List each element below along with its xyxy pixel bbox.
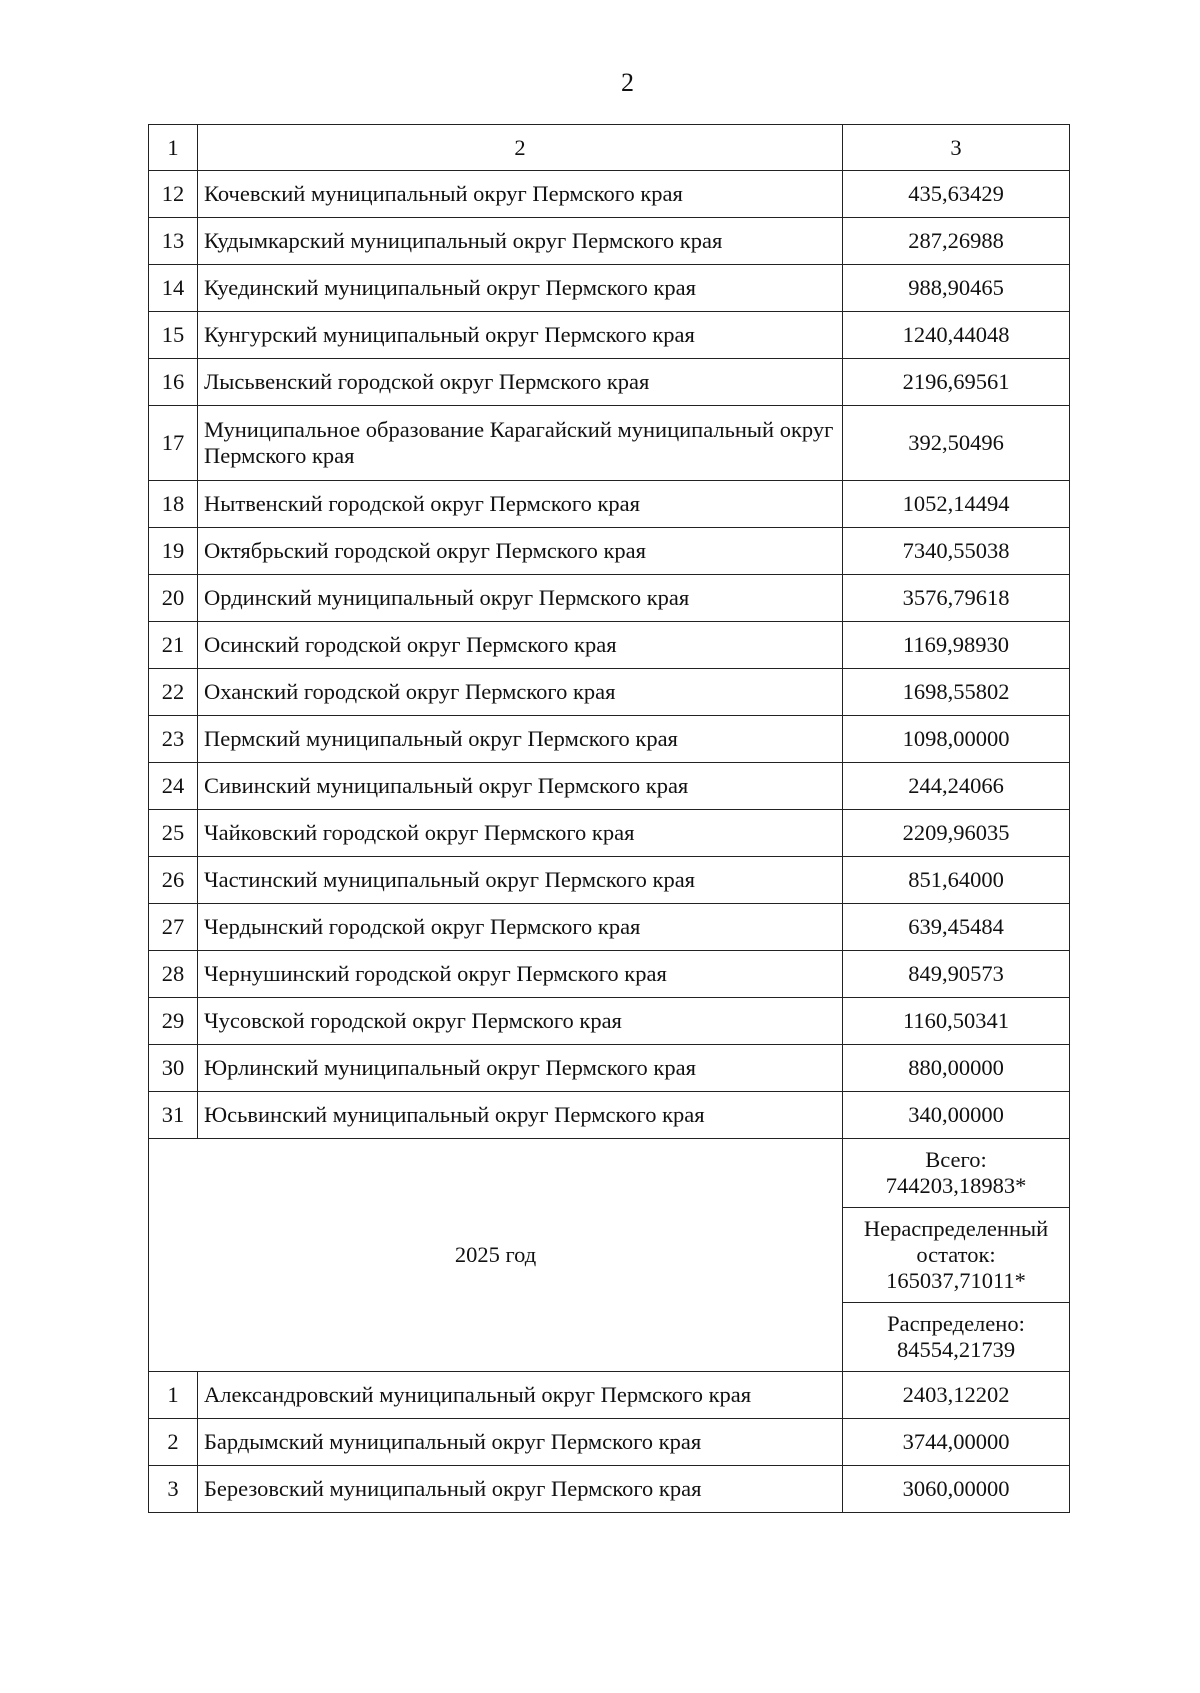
year-label: 2025 год — [149, 1139, 843, 1372]
municipality-name: Кудымкарский муниципальный округ Пермского края — [198, 218, 843, 265]
row-number: 15 — [149, 312, 198, 359]
table-row — [149, 1466, 1070, 1513]
amount-value: 639,45484 — [843, 904, 1070, 951]
amount-value: 2196,69561 — [843, 359, 1070, 406]
row-number: 20 — [149, 575, 198, 622]
table-row — [149, 406, 1070, 481]
row-number: 19 — [149, 528, 198, 575]
table-row — [149, 904, 1070, 951]
header-col-3: 3 — [843, 125, 1070, 171]
amount-value: 2403,12202 — [843, 1372, 1070, 1419]
amount-value: 340,00000 — [843, 1092, 1070, 1139]
table-row — [149, 998, 1070, 1045]
municipality-name: Частинский муниципальный округ Пермского края — [198, 857, 843, 904]
undistributed-value: 165037,71011* — [886, 1268, 1026, 1293]
distributed-cell — [843, 1303, 1070, 1372]
municipality-name: Чайковский городской округ Пермского края — [198, 810, 843, 857]
amount-value: 880,00000 — [843, 1045, 1070, 1092]
row-number: 17 — [149, 406, 198, 481]
header-col-1: 1 — [149, 125, 198, 171]
allocation-table — [148, 124, 1070, 1513]
row-number: 1 — [149, 1372, 198, 1419]
distributed-label: Распределено: — [887, 1311, 1025, 1336]
row-number: 27 — [149, 904, 198, 951]
distributed-value: 84554,21739 — [896, 1337, 1016, 1362]
table-row — [149, 171, 1070, 218]
table-header-row — [149, 125, 1070, 171]
table-row — [149, 481, 1070, 528]
table-row — [149, 218, 1070, 265]
municipality-name: Ординский муниципальный округ Пермского края — [198, 575, 843, 622]
municipality-name: Куединский муниципальный округ Пермского края — [198, 265, 843, 312]
row-number: 31 — [149, 1092, 198, 1139]
total-cell — [843, 1139, 1070, 1208]
undistributed-label: Нераспределенный остаток: — [863, 1216, 1049, 1267]
municipality-name: Кочевский муниципальный округ Пермского края — [198, 171, 843, 218]
municipality-name: Кунгурский муниципальный округ Пермского края — [198, 312, 843, 359]
municipality-name: Бардымский муниципальный округ Пермского края — [198, 1419, 843, 1466]
table-row — [149, 265, 1070, 312]
page-number: 2 — [621, 68, 634, 97]
row-number: 12 — [149, 171, 198, 218]
row-number: 30 — [149, 1045, 198, 1092]
row-number: 26 — [149, 857, 198, 904]
municipality-name: Александровский муниципальный округ Пермского края — [198, 1372, 843, 1419]
amount-value: 3060,00000 — [843, 1466, 1070, 1513]
amount-value: 1160,50341 — [843, 998, 1070, 1045]
year-summary-row — [149, 1139, 1070, 1208]
table-row — [149, 622, 1070, 669]
table-row — [149, 575, 1070, 622]
municipality-name: Нытвенский городской округ Пермского края — [198, 481, 843, 528]
municipality-name: Юсьвинский муниципальный округ Пермского края — [198, 1092, 843, 1139]
table-row — [149, 1092, 1070, 1139]
header-col-2: 2 — [198, 125, 843, 171]
amount-value: 1698,55802 — [843, 669, 1070, 716]
table-row — [149, 763, 1070, 810]
municipality-name: Юрлинский муниципальный округ Пермского края — [198, 1045, 843, 1092]
table-row — [149, 669, 1070, 716]
total-value: 744203,18983* — [885, 1173, 1027, 1198]
municipality-name: Сивинский муниципальный округ Пермского края — [198, 763, 843, 810]
table-row — [149, 359, 1070, 406]
table-row — [149, 312, 1070, 359]
table-row — [149, 810, 1070, 857]
row-number: 2 — [149, 1419, 198, 1466]
amount-value: 392,50496 — [843, 406, 1070, 481]
municipality-name: Чернушинский городской округ Пермского края — [198, 951, 843, 998]
row-number: 18 — [149, 481, 198, 528]
municipality-name: Чусовской городской округ Пермского края — [198, 998, 843, 1045]
row-number: 16 — [149, 359, 198, 406]
row-number: 28 — [149, 951, 198, 998]
municipality-name: Оханский городской округ Пермского края — [198, 669, 843, 716]
amount-value: 7340,55038 — [843, 528, 1070, 575]
row-number: 29 — [149, 998, 198, 1045]
table-row — [149, 857, 1070, 904]
amount-value: 988,90465 — [843, 265, 1070, 312]
municipality-name: Октябрьский городской округ Пермского края — [198, 528, 843, 575]
amount-value: 851,64000 — [843, 857, 1070, 904]
amount-value: 1169,98930 — [843, 622, 1070, 669]
municipality-name: Чердынский городской округ Пермского края — [198, 904, 843, 951]
amount-value: 244,24066 — [843, 763, 1070, 810]
row-number: 24 — [149, 763, 198, 810]
row-number: 21 — [149, 622, 198, 669]
municipality-name: Пермский муниципальный округ Пермского края — [198, 716, 843, 763]
amount-value: 435,63429 — [843, 171, 1070, 218]
amount-value: 3576,79618 — [843, 575, 1070, 622]
table-row — [149, 716, 1070, 763]
row-number: 3 — [149, 1466, 198, 1513]
row-number: 25 — [149, 810, 198, 857]
table-row — [149, 951, 1070, 998]
row-number: 14 — [149, 265, 198, 312]
row-number: 22 — [149, 669, 198, 716]
municipality-name: Лысьвенский городской округ Пермского края — [198, 359, 843, 406]
municipality-name: Муниципальное образование Карагайский муниципальный округ Пермского края — [198, 406, 843, 481]
amount-value: 287,26988 — [843, 218, 1070, 265]
municipality-name: Березовский муниципальный округ Пермского края — [198, 1466, 843, 1513]
row-number: 13 — [149, 218, 198, 265]
amount-value: 849,90573 — [843, 951, 1070, 998]
amount-value: 1052,14494 — [843, 481, 1070, 528]
table-row — [149, 528, 1070, 575]
table-row — [149, 1419, 1070, 1466]
amount-value: 1240,44048 — [843, 312, 1070, 359]
total-label: Всего: — [925, 1147, 987, 1172]
amount-value: 1098,00000 — [843, 716, 1070, 763]
table-row — [149, 1045, 1070, 1092]
amount-value: 3744,00000 — [843, 1419, 1070, 1466]
undistributed-cell — [843, 1208, 1070, 1303]
row-number: 23 — [149, 716, 198, 763]
amount-value: 2209,96035 — [843, 810, 1070, 857]
table-row — [149, 1372, 1070, 1419]
municipality-name: Осинский городской округ Пермского края — [198, 622, 843, 669]
